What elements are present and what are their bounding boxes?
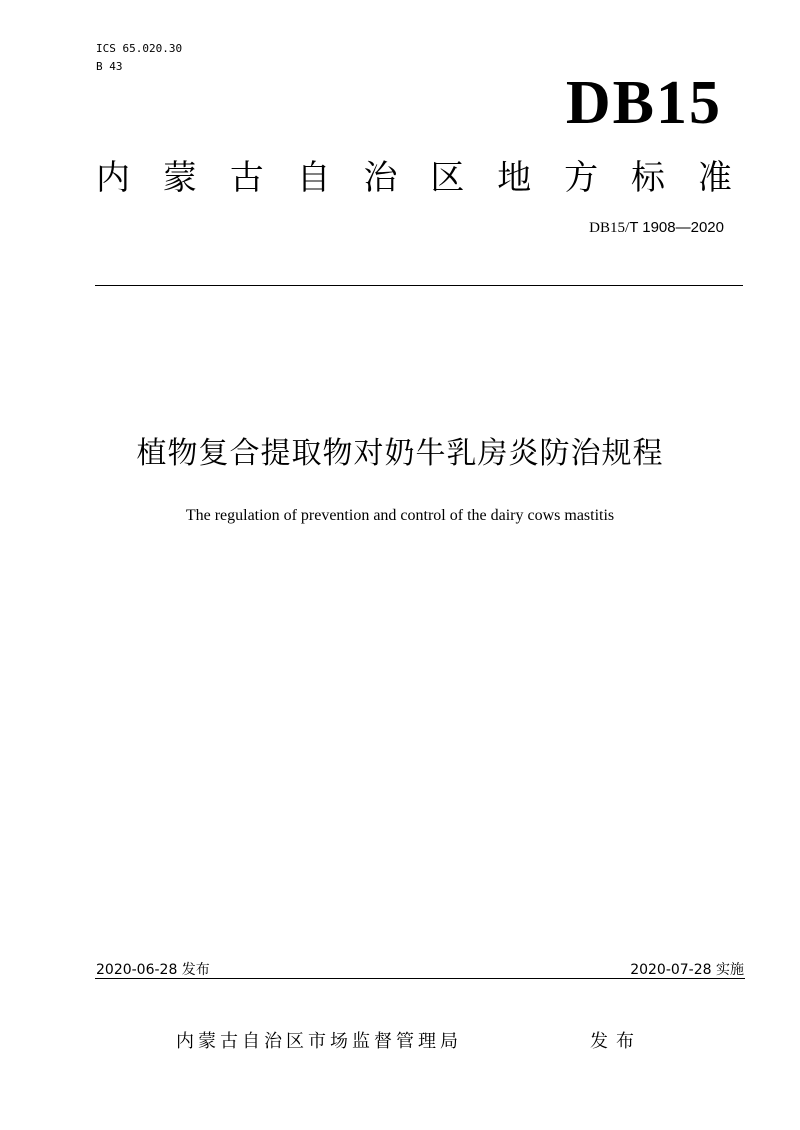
standard-number-prefix: DB15/ xyxy=(589,220,630,236)
release-date: 2020-06-28 发布 xyxy=(96,962,210,978)
standard-number-rest: T 1908—2020 xyxy=(629,219,724,236)
classification-codes xyxy=(96,40,182,76)
effective-date: 2020-07-28 实施 xyxy=(630,962,744,978)
ics-code: ICS 65.020.30 xyxy=(96,42,183,55)
header-divider xyxy=(95,285,743,286)
document-title: 植物复合提取物对奶牛乳房炎防治规程 xyxy=(136,436,664,471)
standard-type-title xyxy=(96,154,732,202)
standard-type-char: 准 xyxy=(697,158,732,198)
ccs-code: B 43 xyxy=(96,60,123,73)
issue-label: 发布 xyxy=(590,1031,642,1052)
standard-type-char: 标 xyxy=(631,158,665,198)
standard-type-char: 内 xyxy=(96,158,130,198)
standard-type-char: 古 xyxy=(229,158,264,198)
standard-type-char: 蒙 xyxy=(162,158,197,198)
standard-number xyxy=(589,217,724,238)
issuing-authority: 内蒙古自治区市场监督管理局 xyxy=(176,1031,462,1052)
standard-type-char: 治 xyxy=(363,158,398,198)
standard-code: DB15 xyxy=(565,69,722,137)
english-title: The regulation of prevention and control of the dairy cows mastitis xyxy=(185,507,615,524)
standard-type-char: 地 xyxy=(497,158,532,198)
standard-type-char: 区 xyxy=(430,158,465,198)
date-divider xyxy=(95,978,745,979)
standard-type-char: 自 xyxy=(296,158,331,198)
standard-type-char: 方 xyxy=(564,158,599,198)
